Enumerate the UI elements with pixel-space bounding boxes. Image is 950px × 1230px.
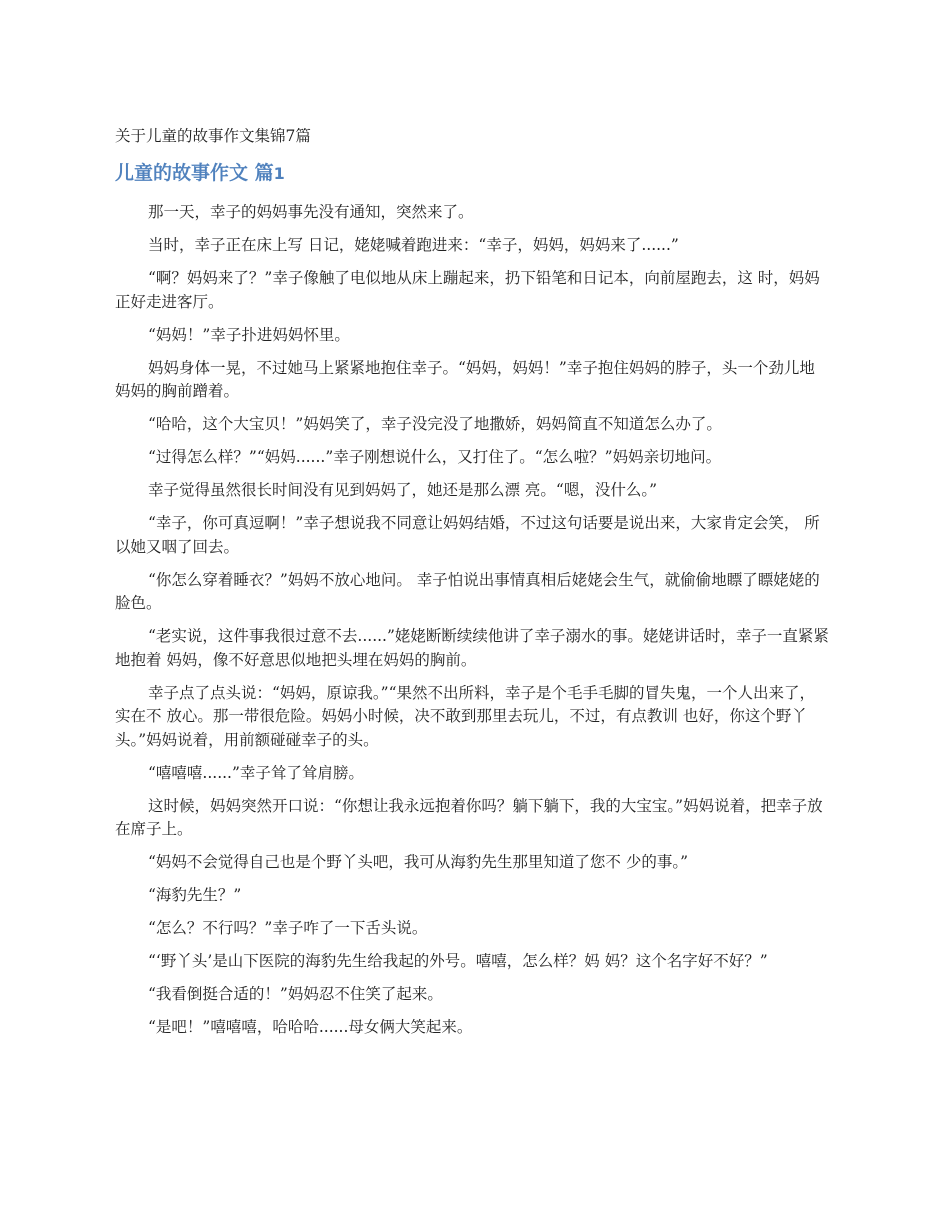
- paragraph: 这时候，妈妈突然开口说：“你想让我永远抱着你吗？躺下躺下，我的大宝宝。”妈妈说着，把幸子放在席子上。: [115, 796, 823, 838]
- paragraph: “你怎么穿着睡衣？”妈妈不放心地问。 幸子怕说出事情真相后姥姥会生气，就偷偷地瞟了瞟姥姥的脸色。: [115, 570, 820, 612]
- paragraph: “怎么？不行吗？”幸子咋了一下舌头说。: [148, 919, 428, 937]
- paragraph: “嘻嘻嘻......”幸子耸了耸肩膀。: [148, 763, 364, 782]
- paragraph: 幸子点了点头说：“妈妈，原谅我。”“果然不出所料，幸子是个毛手毛脚的冒失鬼，一个人出来了，实在不 放心。那一带很危险。妈妈小时候，决不敢到那里去玩儿，不过，有点教训 也好，你这个野丫头。”妈妈说着，用前额碰碰幸子的头。: [115, 683, 816, 749]
- article-body: [115, 201, 829, 1040]
- paragraph: “妈妈！”幸子扑进妈妈怀里。: [148, 325, 350, 344]
- paragraph: “啊？妈妈来了？”幸子像触了电似地从床上蹦起来，扔下铅笔和日记本，向前屋跑去，这 时，妈妈正好走进客厅。: [115, 269, 820, 311]
- paragraph: “我看倒挺合适的！”妈妈忍不住笑了起来。: [148, 985, 443, 1003]
- paragraph: 当时，幸子正在床上写 日记，姥姥喊着跑进来：“幸子，妈妈，妈妈来了......”: [148, 236, 679, 254]
- paragraph: 幸子觉得虽然很长时间没有见到妈妈了，她还是那么漂 亮。“嗯，没什么。”: [148, 481, 658, 499]
- paragraph: “幸子，你可真逗啊！”幸子想说我不同意让妈妈结婚，不过这句话要是说出来，大家肯定会笑， 所以她又咽了回去。: [115, 514, 820, 556]
- paragraph: 妈妈身体一晃，不过她马上紧紧地抱住幸子。“妈妈，妈妈！”幸子抱住妈妈的脖子，头一个劲儿地妈妈的胸前蹭着。: [115, 358, 815, 400]
- paragraph: “‘野丫头’是山下医院的海豹先生给我起的外号。嘻嘻，怎么样？妈 妈？这个名字好不好？”: [148, 952, 768, 970]
- section-heading: [115, 160, 829, 187]
- paragraph: “海豹先生？”: [148, 886, 242, 904]
- section-number: 1: [273, 164, 285, 183]
- paragraph: “过得怎么样？”“妈妈......”幸子刚想说什么，又打住了。“怎么啦？”妈妈亲切地问。: [148, 448, 722, 466]
- section-heading-text: 儿童的故事作文 篇: [115, 162, 274, 184]
- document-page: [115, 124, 829, 1049]
- paragraph: “哈哈，这个大宝贝！”妈妈笑了，幸子没完没了地撒娇，妈妈简直不知道怎么办了。: [148, 415, 722, 433]
- paragraph: “老实说，这件事我很过意不去......”姥姥断断续续他讲了幸子溺水的事。姥姥讲话时，幸子一直紧紧地抱着 妈妈，像不好意思似地把头埋在妈妈的胸前。: [115, 627, 829, 669]
- paragraph: “妈妈不会觉得自己也是个野丫头吧，我可从海豹先生那里知道了您不 少的事。”: [148, 853, 689, 871]
- paragraph: “是吧！”嘻嘻嘻，哈哈哈......母女俩大笑起来。: [148, 1018, 473, 1036]
- paragraph: 那一天，幸子的妈妈事先没有通知，突然来了。: [148, 203, 474, 221]
- document-title: 关于儿童的故事作文集锦7篇: [115, 127, 311, 145]
